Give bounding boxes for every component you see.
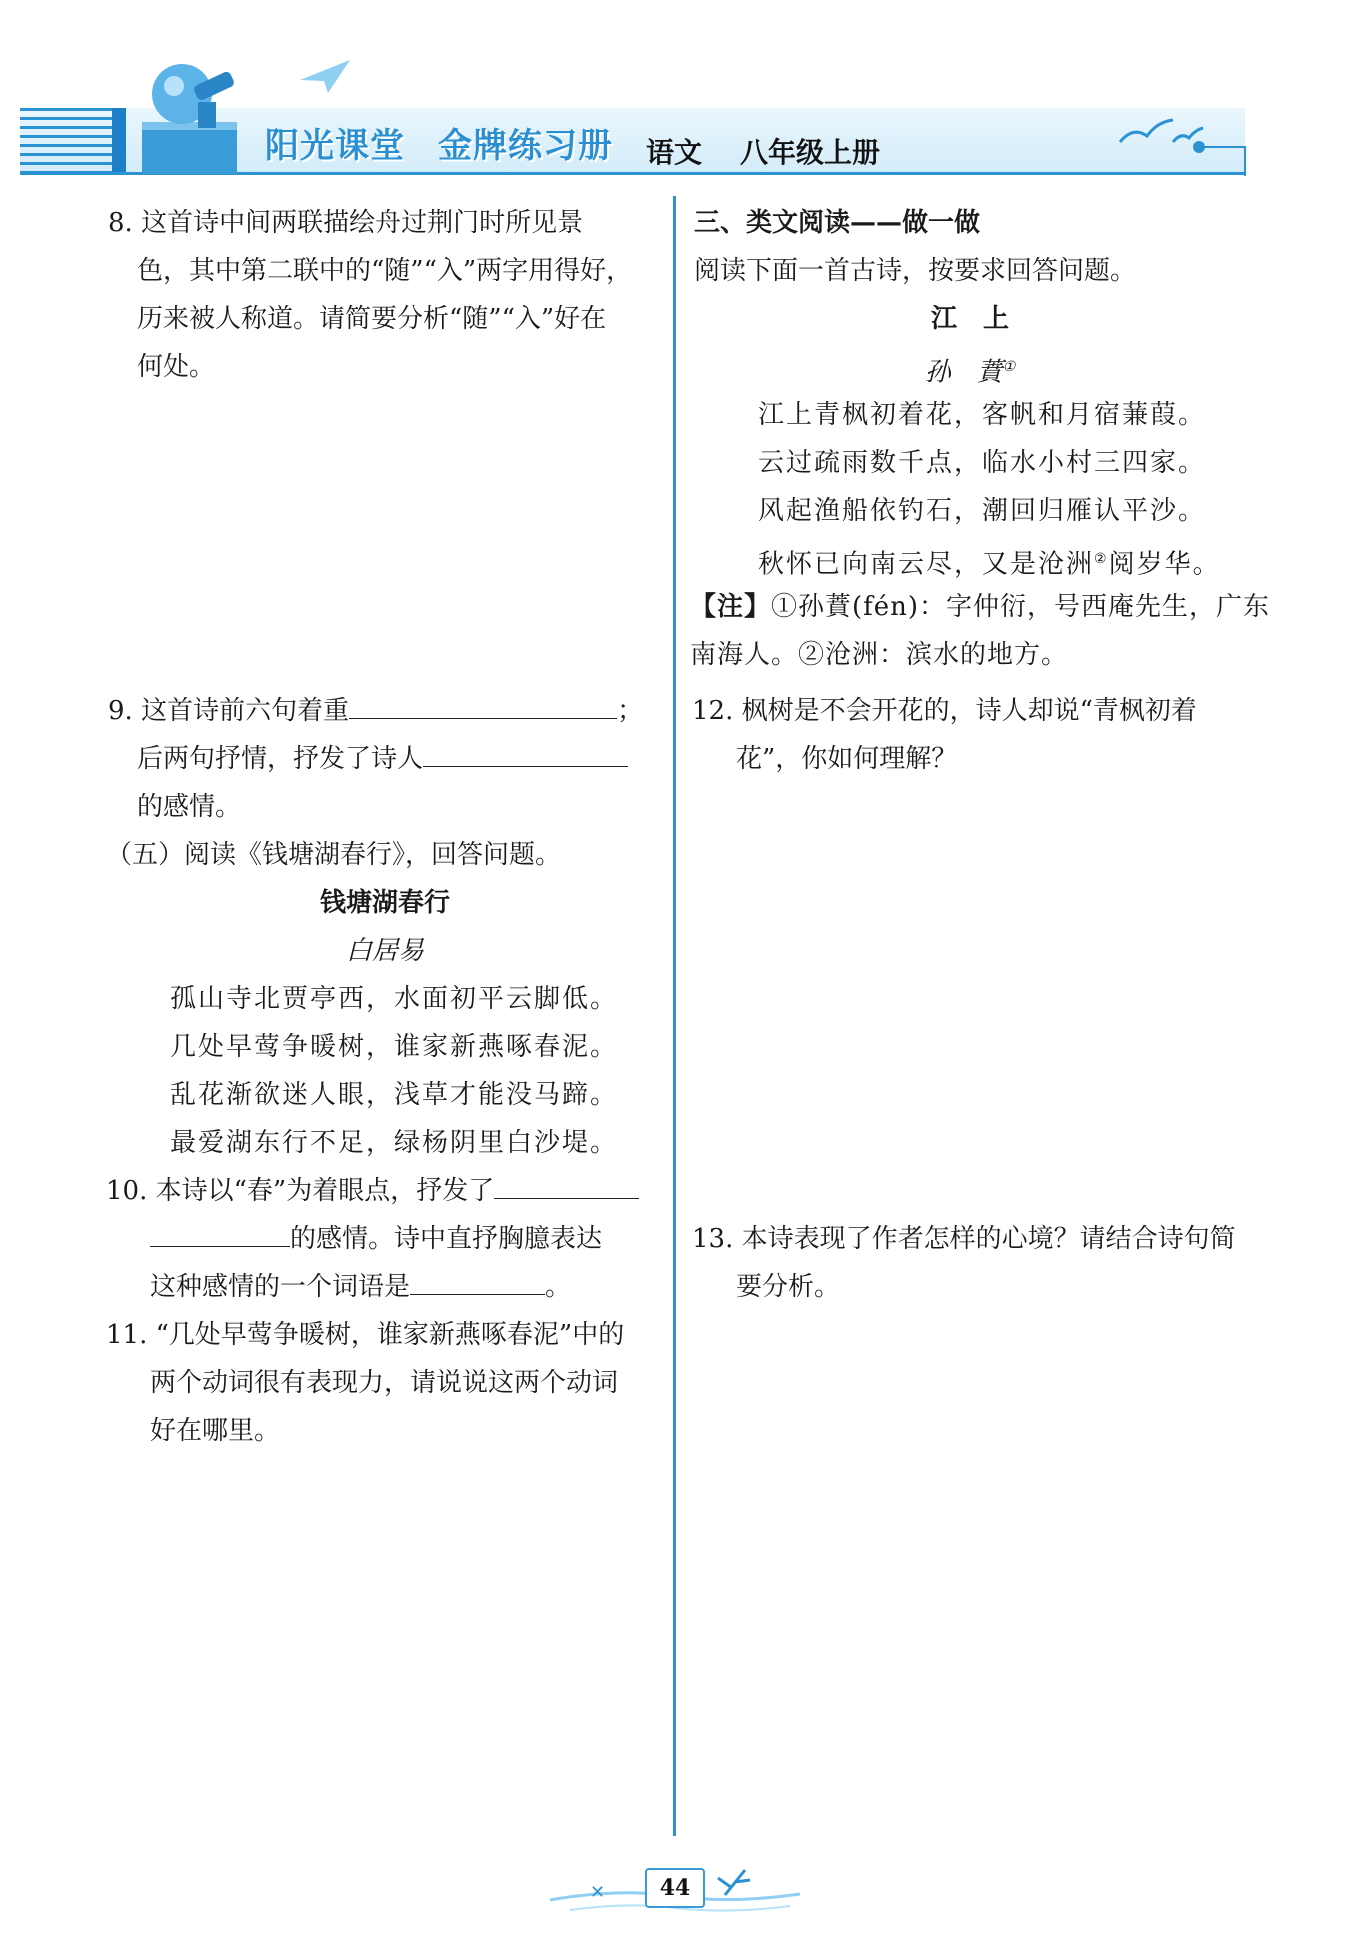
footnote-mark: ② xyxy=(1094,551,1109,567)
poem-line: 最爱湖东行不足，绿杨阴里白沙堤。 xyxy=(170,1128,619,1158)
answer-blank[interactable] xyxy=(423,736,628,767)
q8-line: 8. 这首诗中间两联描绘舟过荆门时所见景 xyxy=(108,208,584,238)
globe-telescope-icon xyxy=(132,52,262,176)
q9-line-1 xyxy=(108,687,643,735)
note-line: 南海人。②沧洲：滨水的地方。 xyxy=(690,640,1069,670)
q12-line: 12. 枫树是不会开花的，诗人却说“青枫初着 xyxy=(692,696,1197,726)
q9-line-3: 的感情。 xyxy=(137,792,242,822)
q10-line-3 xyxy=(150,1263,571,1311)
poem-line: 云过疏雨数千点，临水小村三四家。 xyxy=(758,448,1207,478)
q10-text: 10. 本诗以“春”为着眼点，抒发了 xyxy=(106,1176,495,1206)
q10-line-2 xyxy=(150,1215,602,1263)
poem-title: 钱塘湖春行 xyxy=(319,888,450,918)
footnote-mark: ① xyxy=(1002,359,1016,375)
poem-line: 几处早莺争暖树，谁家新燕啄春泥。 xyxy=(170,1032,619,1062)
birds-icon xyxy=(1115,112,1205,152)
note-label: 【注】 xyxy=(690,592,772,622)
q10-text: 这种感情的一个词语是 xyxy=(150,1272,411,1302)
header-block xyxy=(112,108,126,174)
poem-line xyxy=(758,535,1221,589)
q10-text: 的感情。诗中直抒胸臆表达 xyxy=(290,1224,603,1254)
answer-blank[interactable] xyxy=(150,1216,290,1247)
q13-line: 13. 本诗表现了作者怎样的心境？请结合诗句简 xyxy=(692,1224,1236,1254)
page-number: 44 xyxy=(645,1868,705,1908)
intro-text: 阅读下面一首古诗，按要求回答问题。 xyxy=(694,256,1137,286)
header-corner xyxy=(1198,146,1246,176)
q10-punct: 。 xyxy=(545,1272,572,1302)
author-name: 孙 蕡 xyxy=(924,357,1003,388)
paper-plane-icon xyxy=(300,55,350,95)
poem-line: 江上青枫初着花，客帆和月宿蒹葭。 xyxy=(758,400,1207,430)
q8-line: 何处。 xyxy=(137,352,216,382)
answer-blank[interactable] xyxy=(410,1264,545,1295)
q9-text: 9. 这首诗前六句着重 xyxy=(108,696,350,726)
q8-line: 色，其中第二联中的“随”“入”两字用得好， xyxy=(137,256,633,286)
page-header xyxy=(0,0,1350,185)
poem-title: 江 上 xyxy=(930,304,1009,334)
answer-blank[interactable] xyxy=(494,1168,639,1199)
q11-line: 11. “几处早莺争暖树，谁家新燕啄春泥”中的 xyxy=(106,1320,625,1350)
column-divider xyxy=(673,196,676,1836)
q10-line-1 xyxy=(106,1167,639,1215)
answer-blank[interactable] xyxy=(349,688,617,719)
poem-author: 白居易 xyxy=(345,936,424,966)
section-three-heading: 三、类文阅读——做一做 xyxy=(694,208,981,238)
page-footer xyxy=(540,1860,810,1920)
note-text: ①孙蕡(fén)：字仲衍，号西庵先生，广东 xyxy=(771,592,1271,622)
poem-line: 风起渔船依钓石，潮回归雁认平沙。 xyxy=(758,496,1207,526)
subject-label: 语文 xyxy=(646,136,703,169)
brand-name-left: 阳光课堂 xyxy=(265,126,405,166)
q11-line: 好在哪里。 xyxy=(150,1416,281,1446)
q12-line: 花”，你如何理解？ xyxy=(736,744,958,774)
svg-text:✕: ✕ xyxy=(590,1882,606,1903)
note-line xyxy=(690,583,1270,631)
grade-label: 八年级上册 xyxy=(740,136,881,169)
q9-punct: ； xyxy=(617,696,644,726)
poem-author xyxy=(690,343,1250,397)
q8-line: 历来被人称道。请简要分析“随”“入”好在 xyxy=(137,304,607,334)
poem-text: 阅岁华。 xyxy=(1108,549,1221,580)
q9-line-2 xyxy=(137,735,628,783)
header-stripes xyxy=(20,108,125,174)
poem-line: 乱花渐欲迷人眼，浅草才能没马蹄。 xyxy=(170,1080,619,1110)
poem-text: 秋怀已向南云尽，又是沧洲 xyxy=(758,549,1095,580)
q11-line: 两个动词很有表现力，请说说这两个动词 xyxy=(150,1368,619,1398)
q9-text: 后两句抒情，抒发了诗人 xyxy=(137,744,424,774)
section-five-heading: （五）阅读《钱塘湖春行》，回答问题。 xyxy=(106,840,562,870)
q13-line: 要分析。 xyxy=(736,1272,841,1302)
brand-name-right: 金牌练习册 xyxy=(438,126,613,166)
poem-line: 孤山寺北贾亭西，水面初平云脚低。 xyxy=(170,984,619,1014)
